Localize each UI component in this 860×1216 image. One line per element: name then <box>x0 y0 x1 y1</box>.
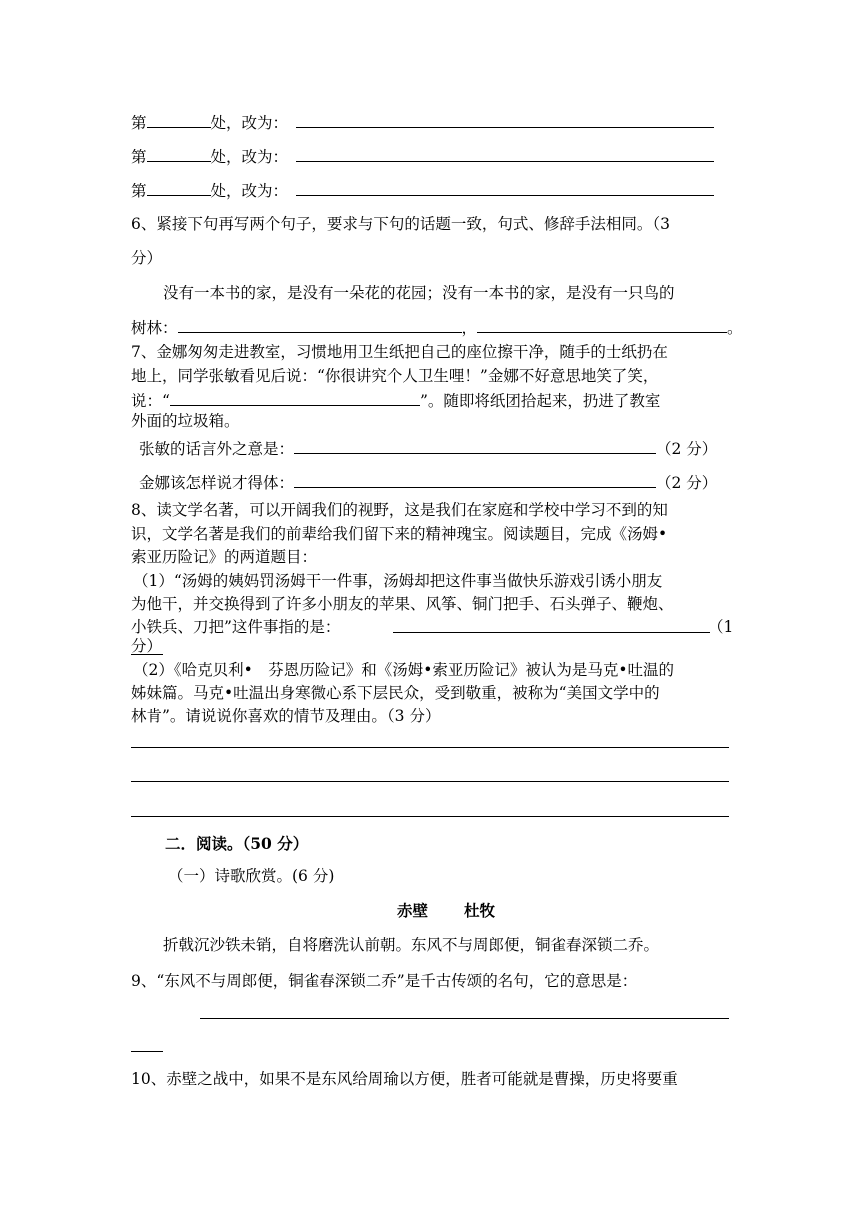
q8-part2-line1: （2）《哈克贝利• 芬恩历险记》和《汤姆•索亚历险记》被认为是马克•吐温的 <box>133 661 675 679</box>
q7-line3 <box>131 390 660 411</box>
q7-line3-start: 说：“ <box>131 392 170 410</box>
q8-part1-answer-line[interactable] <box>393 632 710 633</box>
q7-line4: 外面的垃圾箱。 <box>131 412 240 430</box>
poem-author: 杜牧 <box>464 901 496 920</box>
q9-line1: 9、“东风不与周郎便，铜雀春深锁二乔”是千古传颂的名句，它的意思是： <box>131 972 638 990</box>
q8-part2-line2: 姊妹篇。马克•吐温出身寒微心系下层民众，受到敬重，被称为“美国文学中的 <box>131 684 660 702</box>
position-blank[interactable] <box>147 112 211 128</box>
q8-answer-line-3[interactable] <box>131 816 729 817</box>
q8-answer-line-2[interactable] <box>131 781 729 782</box>
q7-line2: 地上，同学张敏看见后说：“你很讲究个人卫生哩！”金娜不好意思地笑了笑， <box>131 367 659 385</box>
q8-part1-score-a: （1 <box>708 618 734 636</box>
q9-answer-line[interactable] <box>200 1018 729 1019</box>
position-blank[interactable] <box>147 180 211 196</box>
row-middle: 处，改为： <box>210 114 289 132</box>
row-middle: 处，改为： <box>210 148 289 166</box>
q6-line1: 6、紧接下句再写两个句子，要求与下句的话题一致，句式、修辞手法相同。（3 <box>131 215 670 233</box>
q7-sub2-label: 金娜该怎样说才得体： <box>139 474 295 492</box>
poem-title: 赤壁 <box>397 901 429 920</box>
section2-subheading: （一）诗歌欣赏。(6 分) <box>168 867 335 885</box>
q7-line1: 7、金娜匆匆走进教室，习惯地用卫生纸把自己的座位擦干净，随手的士纸扔在 <box>131 343 668 361</box>
q7-line3-end: ”。随即将纸团拾起来，扔进了教室 <box>419 392 661 410</box>
q8-part2-line3: 林肯”。请说说你喜欢的情节及理由。（3 分） <box>131 707 441 725</box>
q7-sub2 <box>139 472 717 493</box>
correction-row-1 <box>131 112 714 133</box>
correction-blank[interactable] <box>296 146 714 162</box>
q7-sub1 <box>139 438 717 459</box>
poem-text: 折戟沉沙铁未销，自将磨洗认前朝。东风不与周郎便，铜雀春深锁二乔。 <box>163 936 660 954</box>
q8-part1-line3: 小铁兵、刀把”这件事指的是： <box>131 618 341 636</box>
correction-blank[interactable] <box>296 180 714 196</box>
q8-answer-line-1[interactable] <box>131 747 729 748</box>
q10-line1: 10、赤壁之战中，如果不是东风给周瑜以方便，胜者可能就是曹操，历史将要重 <box>131 1070 678 1088</box>
row-prefix: 第 <box>131 114 147 132</box>
q6-line2: 分） <box>131 249 163 267</box>
q8-part1-line2: 为他干，并交换得到了许多小朋友的苹果、风筝、铜门把手、石头弹子、鞭炮、 <box>131 595 674 613</box>
correction-blank[interactable] <box>296 112 714 128</box>
q6-prompt-line1: 没有一本书的家，是没有一朵花的花园；没有一本书的家，是没有一只鸟的 <box>163 284 675 302</box>
q6-comma: ， <box>461 319 478 337</box>
correction-row-3 <box>131 180 714 201</box>
q6-answer-blank-2[interactable] <box>477 317 727 333</box>
q6-prompt-start: 树林： <box>131 319 178 337</box>
correction-row-2 <box>131 146 714 167</box>
q8-line3: 索亚历险记》的两道题目： <box>131 548 318 566</box>
q9-answer-line-tail[interactable] <box>131 1051 163 1052</box>
section2-heading: 二．阅读。（50 分） <box>165 834 309 853</box>
q7-sub1-label: 张敏的话言外之意是： <box>139 440 295 458</box>
q6-end: 。 <box>727 319 743 337</box>
q8-score-underline <box>131 654 163 655</box>
q7-sub2-blank[interactable] <box>294 472 656 488</box>
row-middle: 处，改为： <box>210 182 289 200</box>
q7-sub1-score: （2 分） <box>656 440 718 458</box>
row-prefix: 第 <box>131 148 147 166</box>
q7-sub2-score: （2 分） <box>656 474 718 492</box>
q7-sub1-blank[interactable] <box>294 438 656 454</box>
q8-part1-line1: （1）“汤姆的姨妈罚汤姆干一件事，汤姆却把这件事当做快乐游戏引诱小朋友 <box>133 572 663 590</box>
q6-answer-blank-1[interactable] <box>178 317 462 333</box>
q8-part1-score-b: 分） <box>131 637 163 655</box>
q6-answer-line <box>131 317 743 338</box>
q8-line1: 8、读文学名著，可以开阔我们的视野，这是我们在家庭和学校中学习不到的知 <box>131 501 668 519</box>
row-prefix: 第 <box>131 182 147 200</box>
q8-line2: 识，文学名著是我们的前辈给我们留下来的精神瑰宝。阅读题目，完成《汤姆• <box>131 525 668 543</box>
q7-quote-blank[interactable] <box>170 390 420 406</box>
position-blank[interactable] <box>147 146 211 162</box>
